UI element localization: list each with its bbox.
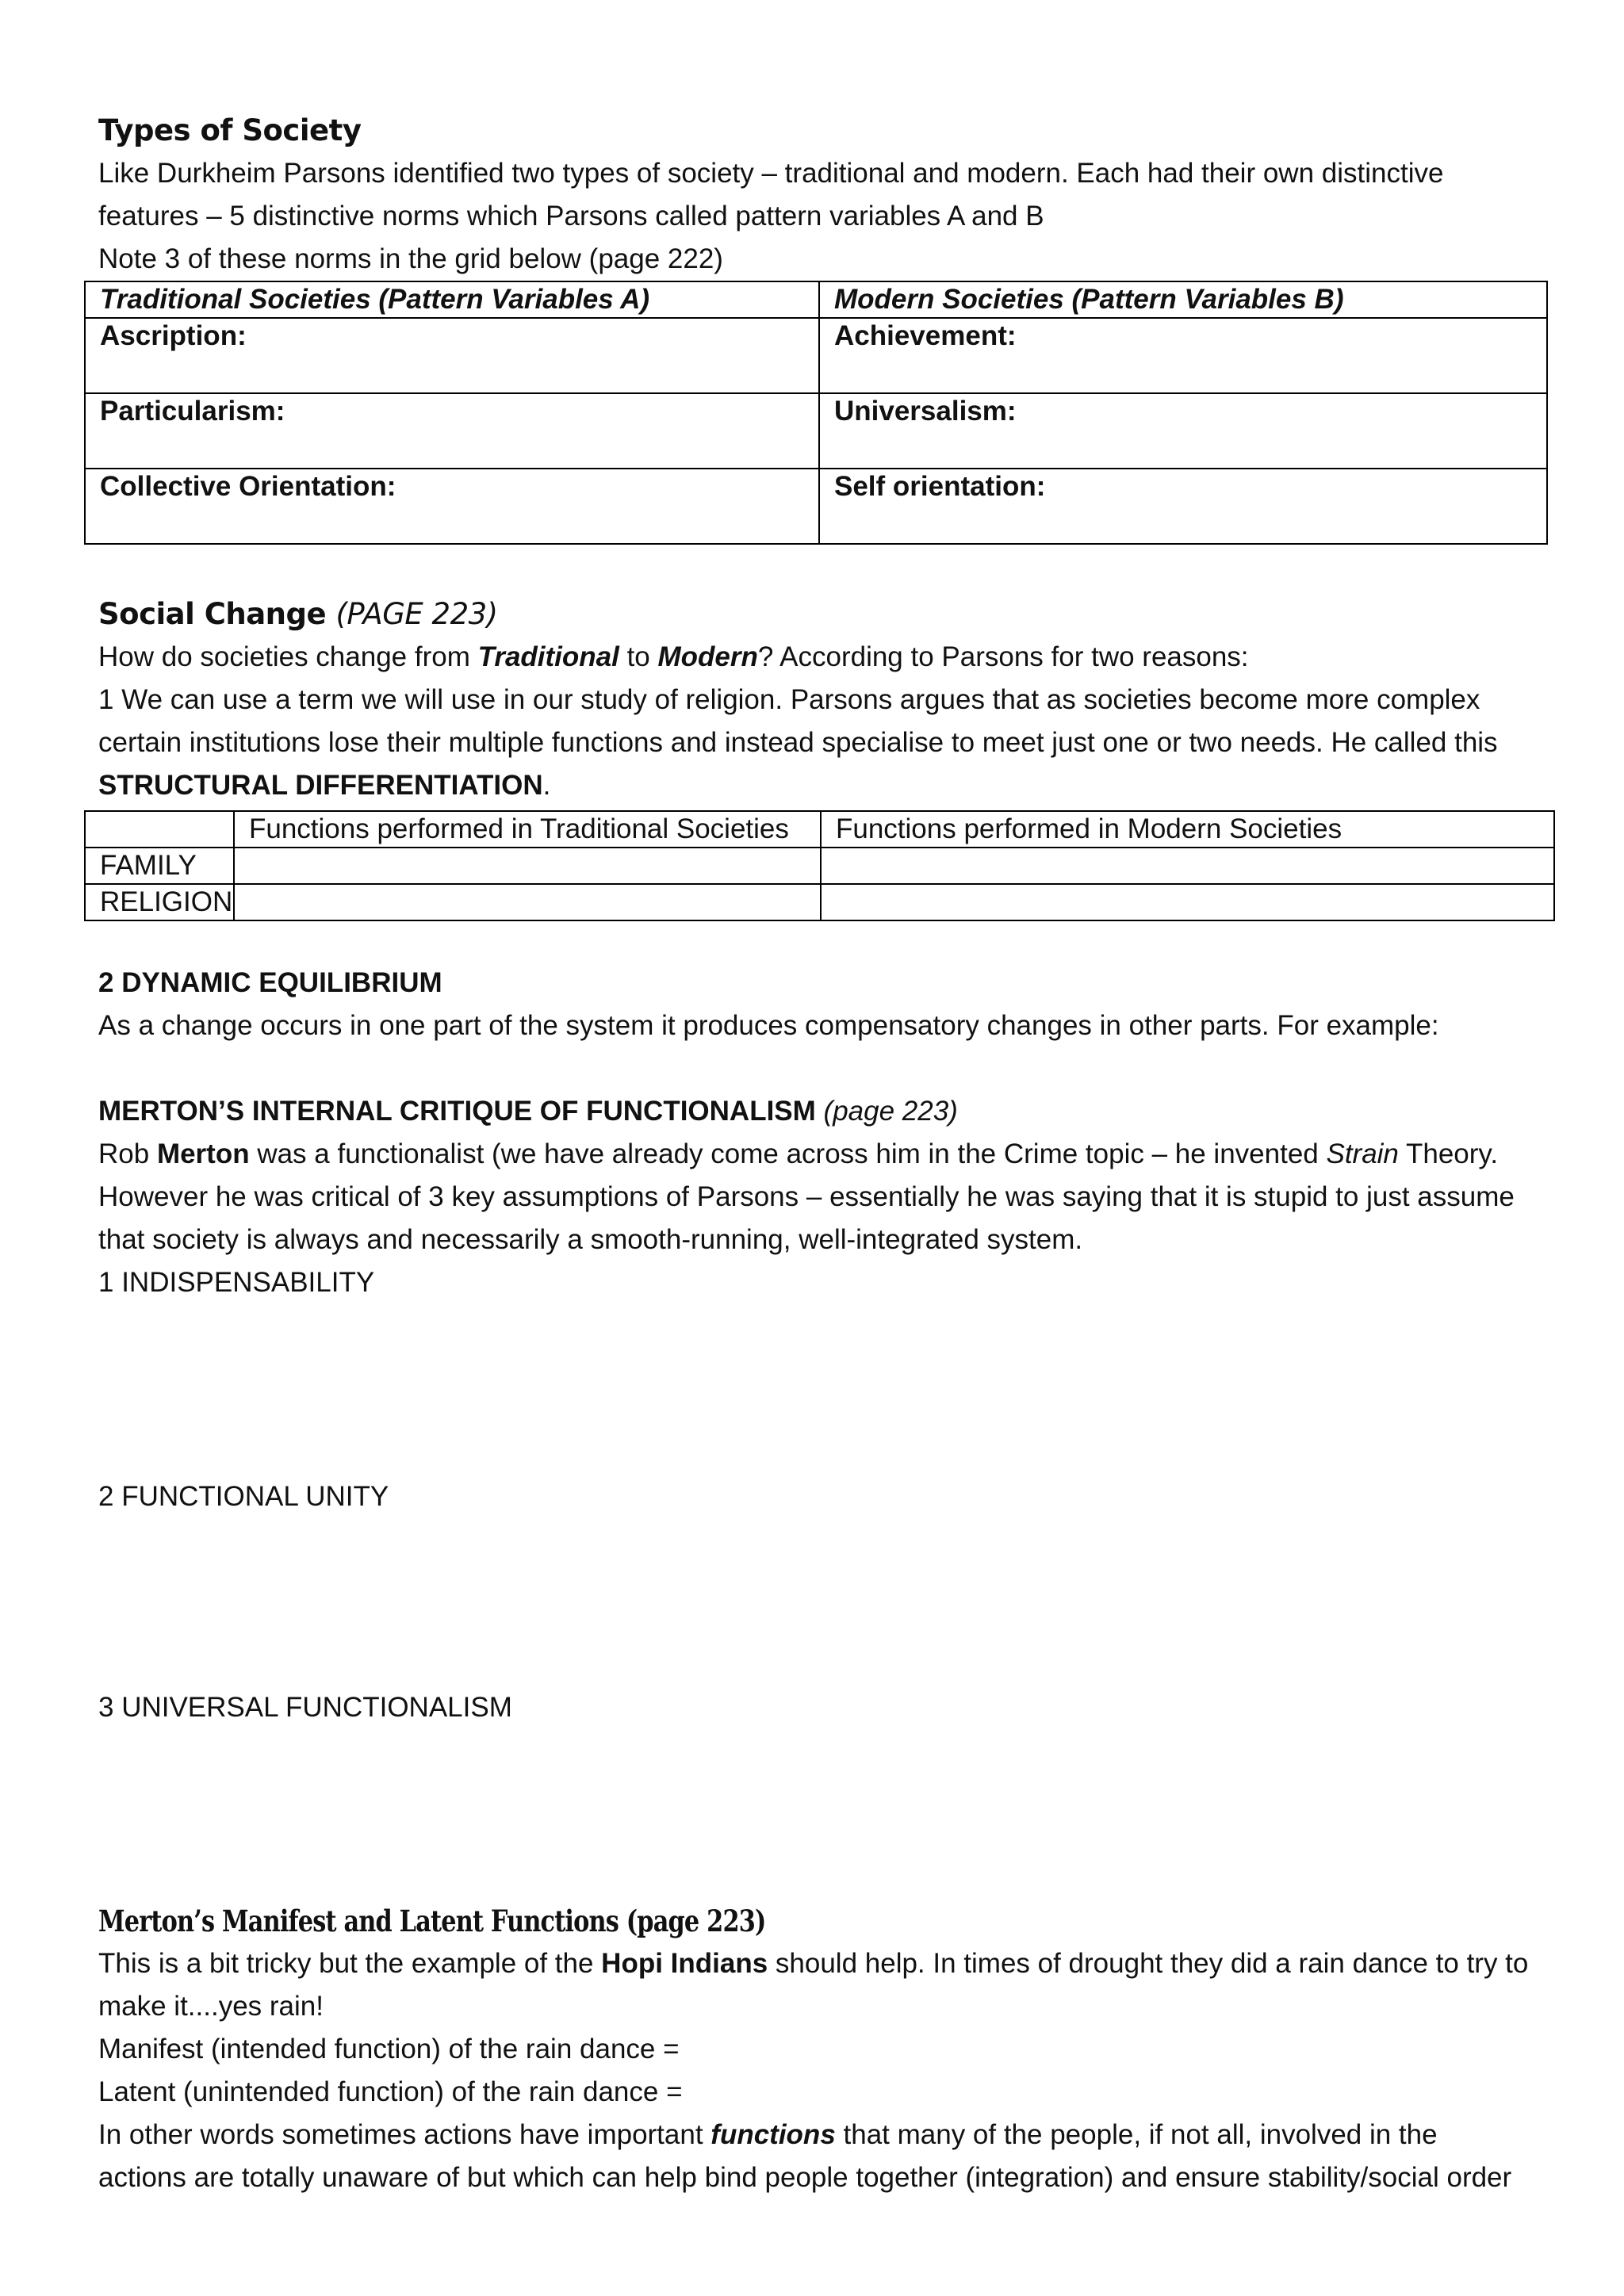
paragraph-line: features – 5 distinctive norms which Parsons called pattern variables A and B: [98, 201, 1044, 232]
paragraph-line: Manifest (intended function) of the rain dance =: [98, 2034, 680, 2064]
section-heading: Types of Society: [98, 113, 362, 147]
text-run: should help. In times of drought they did a rain dance to try to: [768, 1948, 1529, 1979]
table-row: [85, 393, 1547, 469]
table-row: [85, 848, 1554, 884]
column-header: Functions performed in Modern Societies: [821, 811, 1554, 848]
heading-text: MERTON’S INTERNAL CRITIQUE OF FUNCTIONALISM: [98, 1096, 816, 1127]
text-run: How do societies change from: [98, 641, 478, 672]
paragraph-line: that society is always and necessarily a smooth-running, well-integrated system.: [98, 1224, 1083, 1255]
table-row: [85, 469, 1547, 544]
heading-text: 2 DYNAMIC EQUILIBRIUM: [98, 967, 442, 998]
heading-text: Merton’s Manifest and Latent Functions (page 223): [98, 1904, 766, 1938]
table-cell: Self orientation:: [819, 469, 1547, 544]
list-point: 2 FUNCTIONAL UNITY: [98, 1481, 389, 1512]
emphasis-traditional: Traditional: [477, 641, 619, 672]
merton-critique-section: [98, 1090, 1557, 1304]
text-run: was a functionalist (we have already come across him in the Crime topic – he invented: [249, 1138, 1327, 1169]
dynamic-equilibrium-section: [98, 962, 1557, 1047]
paragraph-line: Note 3 of these norms in the grid below (page 222): [98, 243, 723, 274]
paragraph-line: [98, 764, 1557, 807]
paragraph-line: [98, 1942, 1557, 1985]
paragraph-line: Latent (unintended function) of the rain dance =: [98, 2076, 683, 2107]
emphasis-strain: Strain: [1326, 1138, 1399, 1169]
text-run: Rob: [98, 1138, 157, 1169]
emphasis-hopi: Hopi Indians: [601, 1948, 768, 1979]
table-cell: [821, 884, 1554, 920]
table-row: [85, 318, 1547, 393]
paragraph-line: 1 We can use a term we will use in our study of religion. Parsons argues that as societies become more complex: [98, 684, 1480, 715]
text-run: that many of the people, if not all, involved in the: [835, 2119, 1438, 2150]
text-run: to: [619, 641, 658, 672]
structural-differentiation-table: [84, 810, 1555, 921]
key-term: STRUCTURAL DIFFERENTIATION: [98, 770, 543, 801]
paragraph-line: [98, 2114, 1557, 2156]
social-change-section: [98, 593, 1557, 807]
paragraph-line: As a change occurs in one part of the system it produces compensatory changes in other parts. For example:: [98, 1010, 1439, 1041]
text-run: ? According to Parsons for two reasons:: [757, 641, 1249, 672]
row-label: FAMILY: [85, 848, 234, 884]
table-cell: Universalism:: [819, 393, 1547, 469]
list-point: 3 UNIVERSAL FUNCTIONALISM: [98, 1692, 512, 1723]
table-cell: Ascription:: [85, 318, 819, 393]
table-cell: Particularism:: [85, 393, 819, 469]
table-cell: Achievement:: [819, 318, 1547, 393]
text-run: .: [542, 770, 551, 801]
heading-title: Social Change: [98, 597, 327, 631]
paragraph-line: However he was critical of 3 key assumptions of Parsons – essentially he was saying that it is stupid to just assume: [98, 1181, 1515, 1212]
heading-page-ref: (PAGE 223): [335, 597, 498, 631]
section-heading: [98, 1900, 1557, 1942]
text-run: In other words sometimes actions have important: [98, 2119, 711, 2150]
paragraph-line: make it....yes rain!: [98, 1991, 324, 2022]
section-heading: [98, 593, 1557, 636]
section-heading: [98, 962, 1557, 1004]
paragraph-line: actions are totally unaware of but which can help bind people together (integration) and ensure stability/social order: [98, 2162, 1512, 2193]
manifest-latent-section: [98, 1900, 1557, 2199]
column-header: [85, 811, 234, 848]
table-header-row: [85, 811, 1554, 848]
list-point: 1 INDISPENSABILITY: [98, 1267, 375, 1298]
pattern-variables-table: [84, 281, 1548, 545]
heading-page-ref: (page 223): [823, 1096, 958, 1127]
table-cell: [234, 884, 821, 920]
paragraph-line: Like Durkheim Parsons identified two types of society – traditional and modern. Each had their own distinctive: [98, 158, 1444, 189]
text-run: Theory.: [1398, 1138, 1499, 1169]
paragraph-line: [98, 1133, 1557, 1176]
paragraph-line: [98, 636, 1557, 679]
column-header: Modern Societies (Pattern Variables B): [819, 281, 1547, 318]
table-header-row: [85, 281, 1547, 318]
table-row: [85, 884, 1554, 920]
table-cell: [821, 848, 1554, 884]
table-cell: [234, 848, 821, 884]
text-run: This is a bit tricky but the example of the: [98, 1948, 602, 1979]
row-label: RELIGION: [85, 884, 234, 920]
paragraph-line: certain institutions lose their multiple functions and instead specialise to meet just one or two needs. He called this: [98, 727, 1498, 758]
column-header: Traditional Societies (Pattern Variables A): [85, 281, 819, 318]
emphasis-modern: Modern: [657, 641, 758, 672]
emphasis-functions: functions: [710, 2119, 836, 2150]
types-of-society-section: [98, 109, 1557, 281]
emphasis-merton: Merton: [156, 1138, 250, 1169]
table-cell: Collective Orientation:: [85, 469, 819, 544]
column-header: Functions performed in Traditional Societies: [234, 811, 821, 848]
section-heading: [98, 1090, 1557, 1133]
